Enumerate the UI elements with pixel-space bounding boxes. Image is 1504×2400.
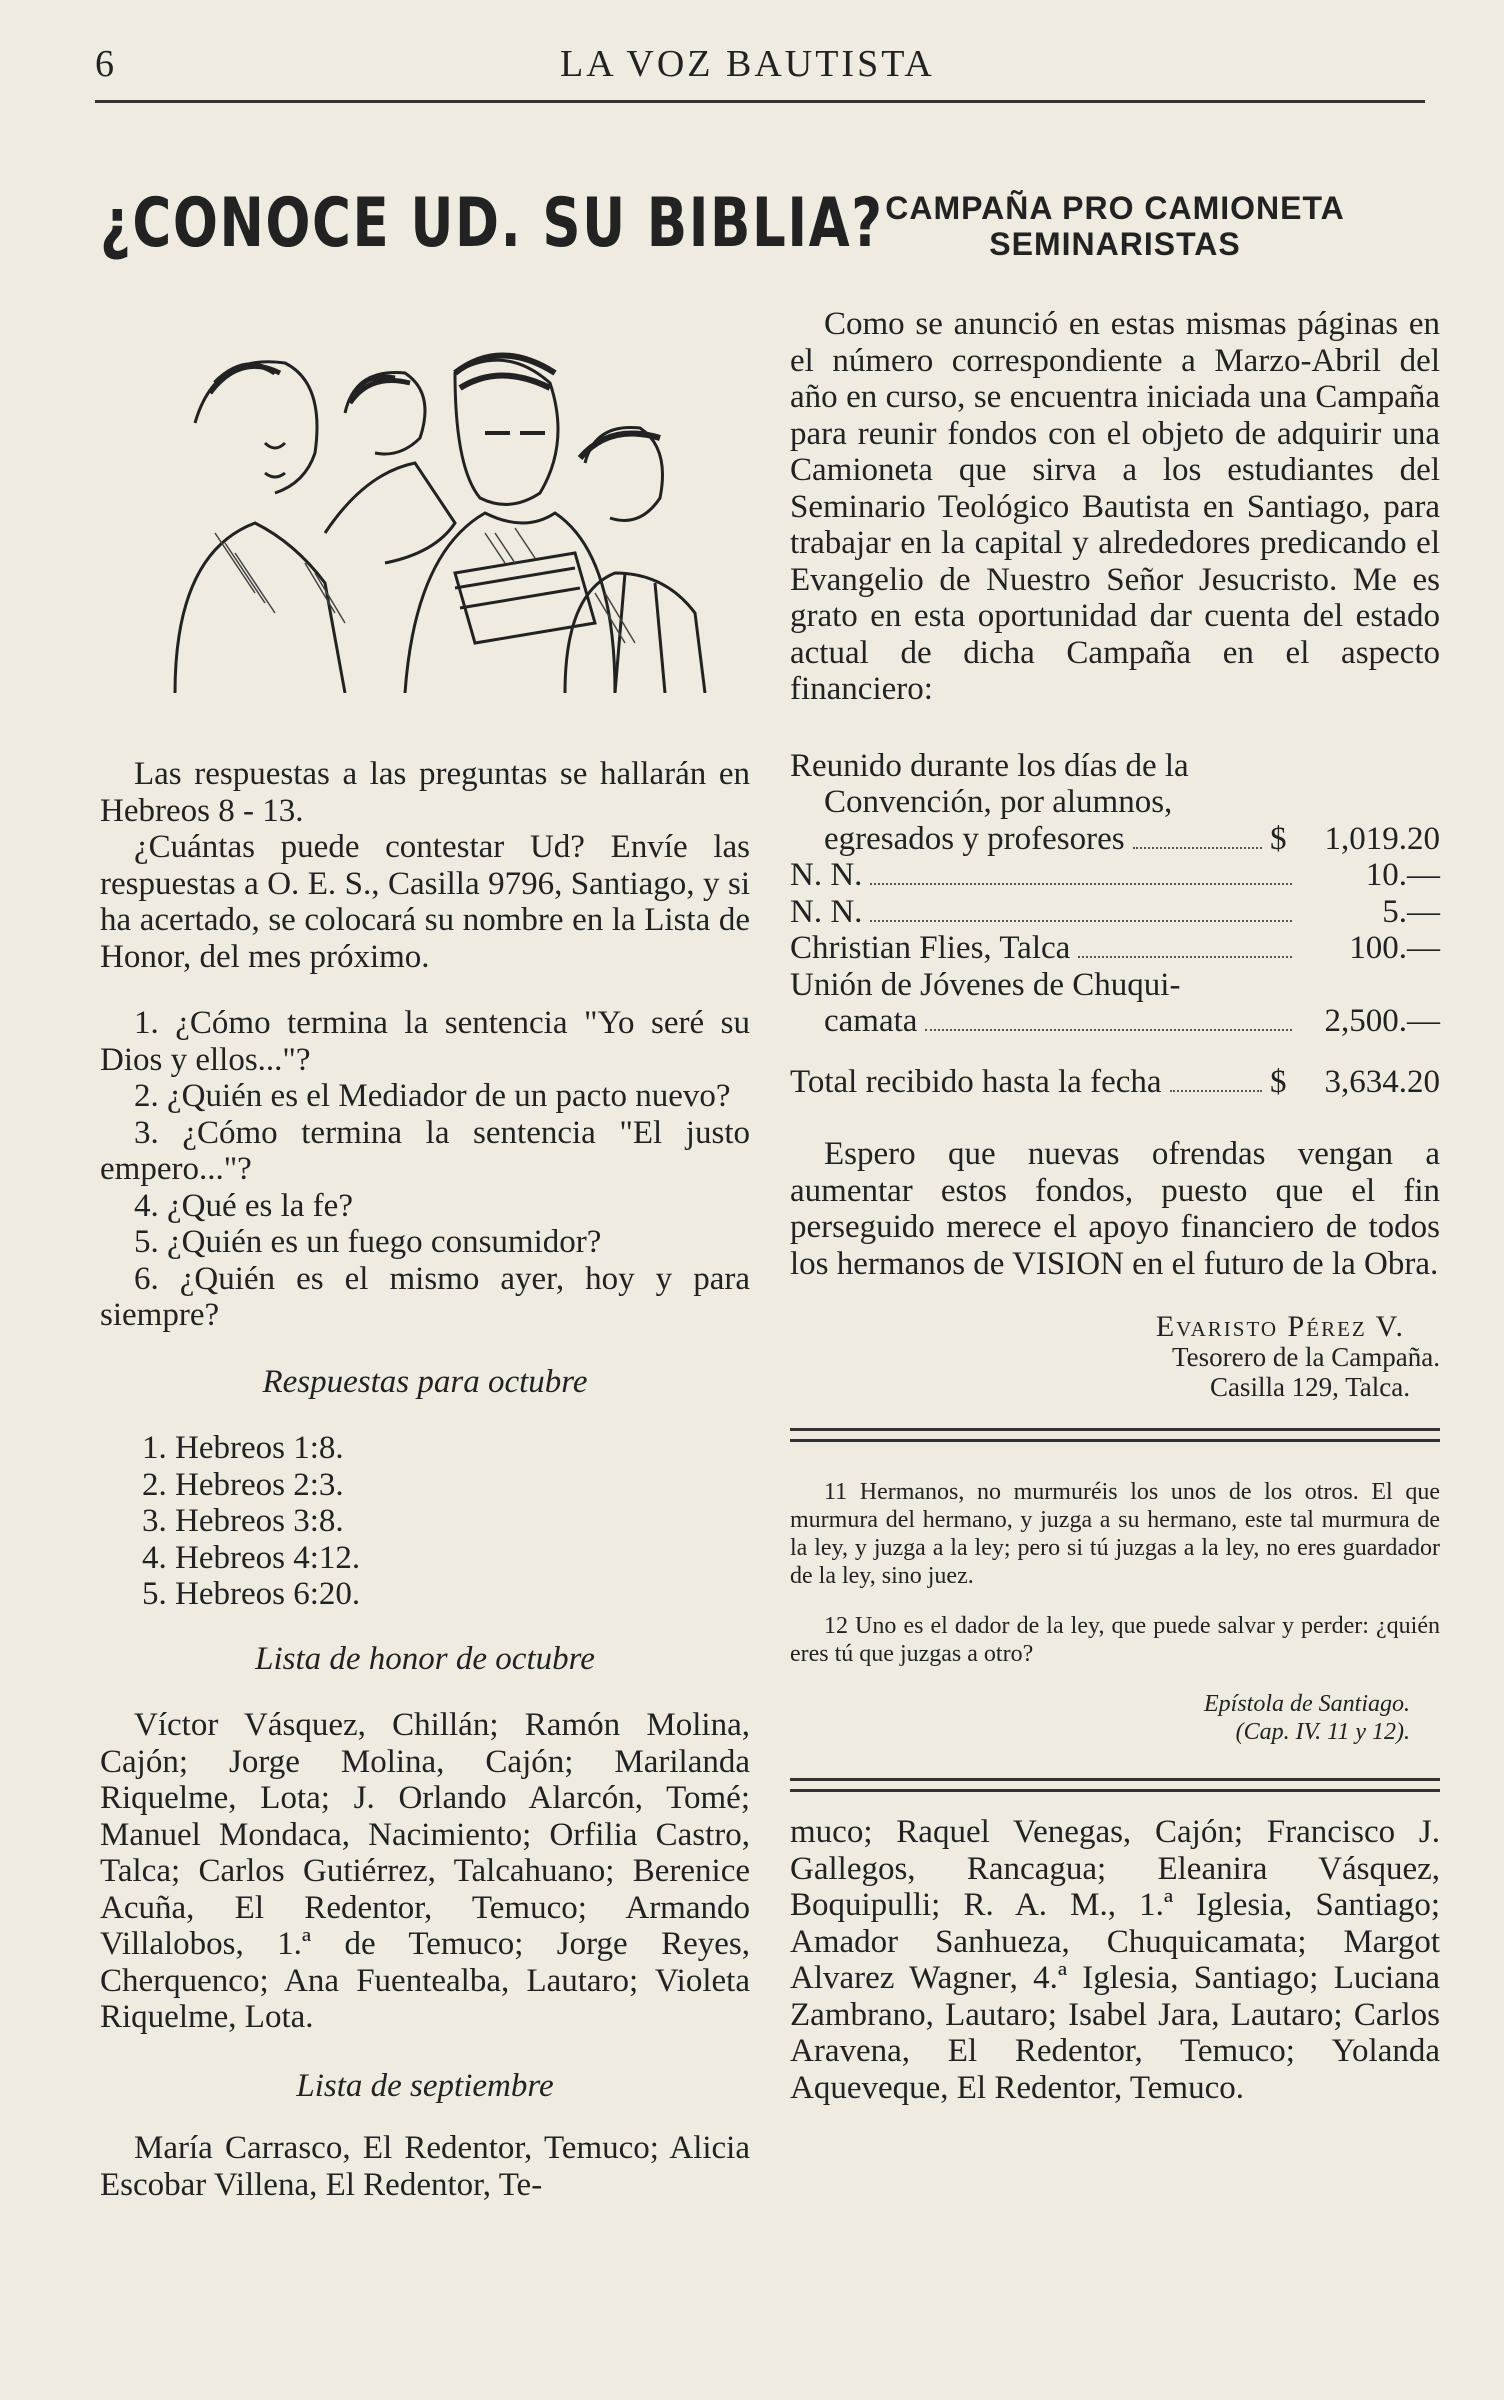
ledger-amount: 100.— [1349,930,1440,966]
question-item: 1. ¿Cómo termina la sentencia "Yo seré su Dios y ellos..."? [100,1005,750,1078]
scripture-verse: 12 Uno es el dador de la ley, que puede salvar y perder: ¿quién eres tú que juzgas a otro? [790,1613,1440,1667]
scripture-source: Epístola de Santiago. [1204,1691,1410,1717]
question-item: 5. ¿Quién es un fuego consumidor? [134,1224,602,1260]
ledger-row [790,1003,1440,1040]
question-item: 3. ¿Cómo termina la sentencia "El justo empero..."? [100,1114,750,1187]
ledger-amount: 5.— [1382,893,1440,930]
scripture-verse: 11 Hermanos, no murmuréis los unos de los otros. El que murmura del hermano, y juzga a su hermano, este tal murmura de la ley, y juzga a la ley; pero si tú juzgas a la ley, no eres guardador de la ley, sino juez. [790,1479,1440,1589]
donation-ledger [790,748,1440,1101]
answer-item: 5. Hebreos 6:20. [142,1576,361,1612]
ledger-total-amount: 3,634.20 [1324,1063,1440,1100]
ledger-label: N. N. [790,857,863,893]
campaign-body: Como se anunció en estas mismas páginas en el número correspondiente a Marzo-Abril del año en curso, se encuentra iniciada una Campaña para reunir fondos con el objeto de adquirir una Camioneta que sirva a los estudiantes del Seminario Teológico Bautista en Santiago, para trabajar en la capital y alrededores predicando el Evangelio de Nuestro Señor Jesucristo. Me es grato en esta oportunidad dar cuenta del estado actual de dicha Campaña en el aspecto financiero: [790,306,1440,707]
ledger-label: camata [824,1003,918,1039]
double-rule [790,1428,1440,1442]
campaign-title-line: CAMPAÑA PRO CAMIONETA [885,190,1345,226]
answer-item: 1. Hebreos 1:8. [142,1430,344,1466]
question-list [100,1005,750,1334]
question-item: 4. ¿Qué es la fe? [134,1187,353,1224]
answer-item: 3. Hebreos 3:8. [142,1503,344,1539]
signature-block [790,1312,1440,1402]
ledger-row [790,821,1440,858]
family-reading-bible-illustration [155,333,715,693]
ledger-amount: 10.— [1365,857,1440,893]
ledger-total-label: Total recibido hasta la fecha [790,1063,1162,1100]
ledger-row [790,894,1440,931]
answers-heading: Respuestas para octubre [262,1363,588,1400]
answer-item: 4. Hebreos 4:12. [142,1539,361,1576]
dot-leader [1170,1090,1262,1092]
bible-quiz-title: ¿CONOCE UD. SU BIBLIA? [100,184,884,263]
ledger-currency: $ [1270,1063,1287,1100]
intro-paragraph: ¿Cuántas puede contestar Ud? Envíe las respuestas a O. E. S., Casilla 9796, Santiago, y si ha acertado, se colocará su nombre en la Lista de Honor, del mes próximo. [100,829,750,975]
signature-address: Casilla 129, Talca. [1209,1372,1410,1402]
scripture-source: (Cap. IV. 11 y 12). [1235,1719,1410,1745]
ledger-amount: 1,019.20 [1324,820,1440,857]
page-number: 6 [95,43,114,85]
header-rule [95,100,1425,103]
right-column [790,190,1440,2106]
september-list-heading: Lista de septiembre [296,2067,554,2104]
ledger-row [790,857,1440,894]
dot-leader [870,920,1292,922]
campaign-closing: Espero que nuevas ofrendas vengan a aumentar estos fondos, puesto que el fin perseguido merece el apoyo financiero de todos los hermanos de VISION en el futuro de la Obra. [790,1136,1440,1282]
ledger-currency: $ [1270,820,1287,857]
campaign-title [790,190,1440,262]
dot-leader [1078,956,1292,958]
intro-paragraph: Las respuestas a las preguntas se hallarán en Hebreos 8 - 13. [100,756,750,829]
ledger-label: egresados y profesores [824,820,1125,857]
question-item: 2. ¿Quién es el Mediador de un pacto nuevo? [134,1078,731,1114]
honor-list-heading: Lista de honor de octubre [255,1640,595,1677]
scripture-quote [790,1478,1440,1746]
dot-leader [1133,847,1262,849]
september-list-text: María Carrasco, El Redentor, Temuco; Alicia Escobar Villena, El Redentor, Te- [100,2130,750,2203]
dot-leader [925,1029,1292,1031]
honor-list-text: Víctor Vásquez, Chillán; Ramón Molina, Cajón; Jorge Molina, Cajón; Marilanda Riquelme, Lota; J. Orlando Alarcón, Tomé; Manuel Mondaca, Nacimiento; Orfilia Castro, Talca; Carlos Gutiérrez, Talcahuano; Berenice Acuña, El Redentor, Temuco; Armando Villalobos, 1.ª de Temuco; Jorge Reyes, Cherquenco; Ana Fuentealba, Lautaro; Violeta Riquelme, Lota. [100,1707,750,2035]
ledger-label: Christian Flies, Talca [790,930,1071,966]
answer-item: 2. Hebreos 2:3. [142,1466,344,1503]
ledger-row [790,930,1440,967]
ledger-line: Convención, por alumnos, [824,784,1173,820]
ledger-line: Reunido durante los días de la [790,747,1189,784]
answer-list [100,1430,750,1613]
continued-list-text: muco; Raquel Venegas, Cajón; Francisco J. Gallegos, Rancagua; Eleanira Vásquez, Boquipulli; R. A. M., 1.ª Iglesia, Santiago; Amador Sanhueza, Chuquicamata; Margot Alvarez Wagner, 4.ª Iglesia, Santiago; Luciana Zambrano, Lautaro; Isabel Jara, Lautaro; Carlos Aravena, El Redentor, Temuco; Yolanda Aqueveque, El Redentor, Temuco. [790,1814,1440,2106]
ledger-amount: 2,500.— [1324,1003,1440,1039]
signature-name: Evaristo Pérez V. [1155,1310,1405,1343]
question-item: 6. ¿Quién es el mismo ayer, hoy y para siempre? [100,1260,750,1333]
ledger-line: Unión de Jóvenes de Chuqui- [790,966,1181,1003]
ledger-label: N. N. [790,893,863,930]
campaign-title-line: SEMINARISTAS [989,226,1241,262]
dot-leader [870,883,1292,885]
running-title: LA VOZ BAUTISTA [560,43,935,85]
double-rule [790,1778,1440,1792]
ledger-total-row [790,1064,1440,1101]
signature-role: Tesorero de la Campaña. [1172,1342,1440,1372]
